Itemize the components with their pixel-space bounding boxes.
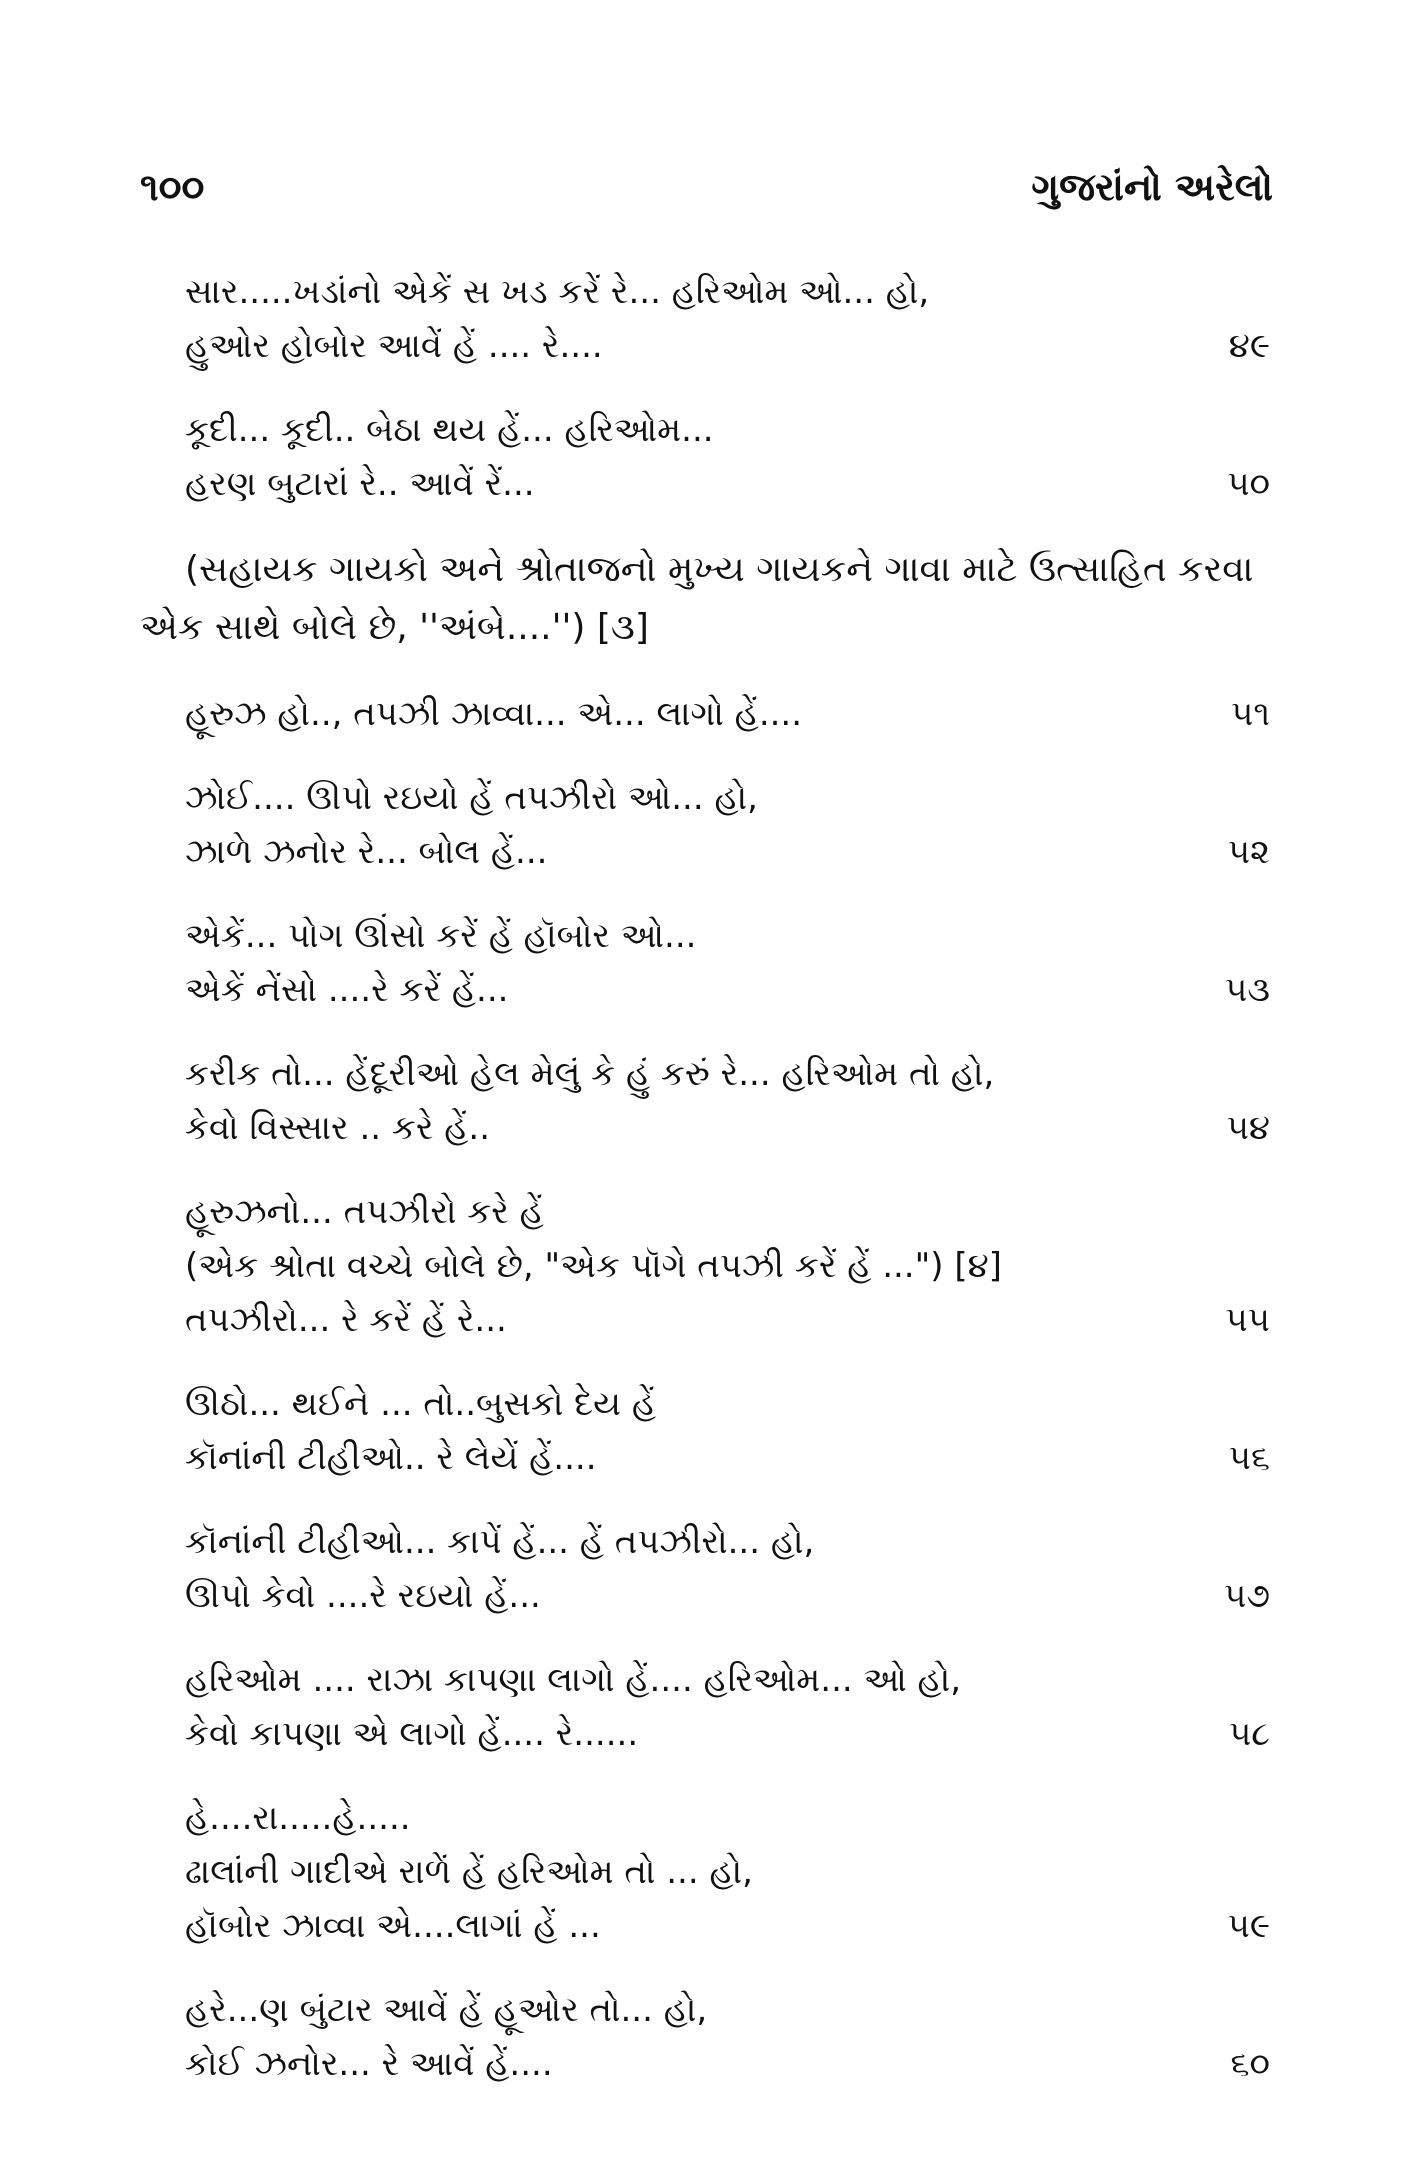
verse-line: હૂરુઝનો... તપઝીરો કરે હેં bbox=[185, 1192, 544, 1232]
verse-number: ૫૪ bbox=[1226, 1108, 1270, 1148]
verse-line: એકેં... પોગ ઊંસો કરેં હેં હૉબોર ઓ... bbox=[185, 916, 697, 956]
verse-number: ૬૦ bbox=[1230, 2044, 1270, 2084]
verse-line: કોઈ ઝનોર... રે આવેં હેં.... bbox=[185, 2044, 553, 2084]
verse-stanza bbox=[140, 1377, 1280, 1485]
page-number: ૧૦૦ bbox=[140, 165, 205, 209]
verse-line: હૉબોર ઝાવ્વા એ....લાગાં હેં ... bbox=[185, 1906, 601, 1946]
verse-line: કેવો વિસ્સાર .. કરે હેં.. bbox=[185, 1108, 491, 1148]
verse-stanza bbox=[140, 1653, 1280, 1761]
verse-line: હરે...ણ બુંટાર આવેં હેં હૂઓર તો... હો, bbox=[185, 1990, 708, 2030]
verse-number: ૫૭ bbox=[1224, 1576, 1270, 1616]
verse-body bbox=[140, 265, 1280, 2121]
running-title: ગુજરાંનો અરેલો bbox=[1031, 165, 1273, 209]
verse-number: ૫૨ bbox=[1227, 832, 1270, 872]
verse-line: હરિઓમ .... રાઝા કાપણા લાગો હેં.... હરિઓમ... ઓ હો, bbox=[185, 1660, 962, 1700]
verse-number: ૫૯ bbox=[1227, 1906, 1270, 1946]
verse-stanza bbox=[140, 687, 1280, 741]
verse-line: કૉનાંની ટીહીઓ... કાપેં હેં... હેં તપઝીરો... હો, bbox=[185, 1522, 815, 1562]
verse-line: ઢાલાંની ગાદીએ રાળેં હેં હરિઓમ તો ... હો, bbox=[185, 1852, 753, 1892]
verse-line: કૉનાંની ટીહીઓ.. રે લેયેં હેં.... bbox=[185, 1438, 597, 1478]
verse-number: ૪૯ bbox=[1228, 326, 1270, 366]
verse-number: ૫૬ bbox=[1228, 1438, 1270, 1478]
verse-stanza bbox=[140, 771, 1280, 879]
verse-line: ઝાળે ઝનોર રે... બોલ હેં... bbox=[185, 832, 548, 872]
verse-line: (એક શ્રોતા વચ્ચે બોલે છે, "એક પૉગે તપઝી કરેં હેં ...") [૪] bbox=[185, 1246, 1002, 1286]
page-header bbox=[140, 165, 1273, 225]
verse-number: ૫૮ bbox=[1228, 1714, 1270, 1754]
verse-line: સાર.....ખડાંનો એકેં સ ખડ કરેં રે... હરિઓમ ઓ... હો, bbox=[185, 272, 930, 312]
verse-number: ૫૩ bbox=[1225, 970, 1270, 1010]
verse-stanza bbox=[140, 1185, 1280, 1347]
verse-stanza bbox=[140, 265, 1280, 373]
verse-stanza bbox=[140, 403, 1280, 511]
verse-line: હૂરુઝ હો.., તપઝી ઝાવ્વા... એ... લાગો હેં.... bbox=[185, 694, 803, 734]
verse-stanza bbox=[140, 1515, 1280, 1623]
verse-line: કેવો કાપણા એ લાગો હેં.... રે...... bbox=[185, 1714, 639, 1754]
verse-line: તપઝીરો... રે કરેં હેં રે... bbox=[185, 1300, 507, 1340]
note-line: એક સાથે બોલે છે, ''અંબે....'') [૩] bbox=[140, 607, 649, 648]
verse-number: ૫૧ bbox=[1231, 694, 1270, 734]
verse-number: ૫૦ bbox=[1227, 464, 1270, 504]
verse-stanza bbox=[140, 1983, 1280, 2091]
verse-line: હુઓર હોબોર આવેં હેં .... રે.... bbox=[185, 326, 603, 366]
verse-number: ૫૫ bbox=[1225, 1300, 1270, 1340]
verse-line: ઝોઈ.... ઊપો રઇયો હેં તપઝીરો ઓ... હો, bbox=[185, 778, 758, 818]
verse-line: એકેં નેંસો ....રે કરેં હેં... bbox=[185, 970, 509, 1010]
verse-stanza bbox=[140, 1047, 1280, 1155]
verse-line: કૂદી... કૂદી.. બેઠા થય હેં... હરિઓમ... bbox=[185, 410, 714, 450]
verse-line: કરીક તો... હેંદૂરીઓ હેલ મેલું કે હું કરું રે... હરિઓમ તો હો, bbox=[185, 1054, 995, 1094]
verse-stanza bbox=[140, 1791, 1280, 1953]
annotation-note bbox=[140, 541, 1280, 657]
note-line: (સહાયક ગાયકો અને શ્રોતાજનો મુખ્ય ગાયકને ગાવા માટે ઉત્સાહિત કરવા bbox=[185, 549, 1254, 590]
verse-line: ઊઠો... થઈને ... તો..બુસકો દેય હેં bbox=[185, 1384, 657, 1424]
verse-stanza bbox=[140, 909, 1280, 1017]
verse-line: ઊપો કેવો ....રે રઇયો હેં... bbox=[185, 1576, 541, 1616]
verse-line: હરણ બુટારાં રે.. આવેં રેં... bbox=[185, 464, 535, 504]
verse-line: હે....રા.....હે..... bbox=[185, 1798, 411, 1838]
